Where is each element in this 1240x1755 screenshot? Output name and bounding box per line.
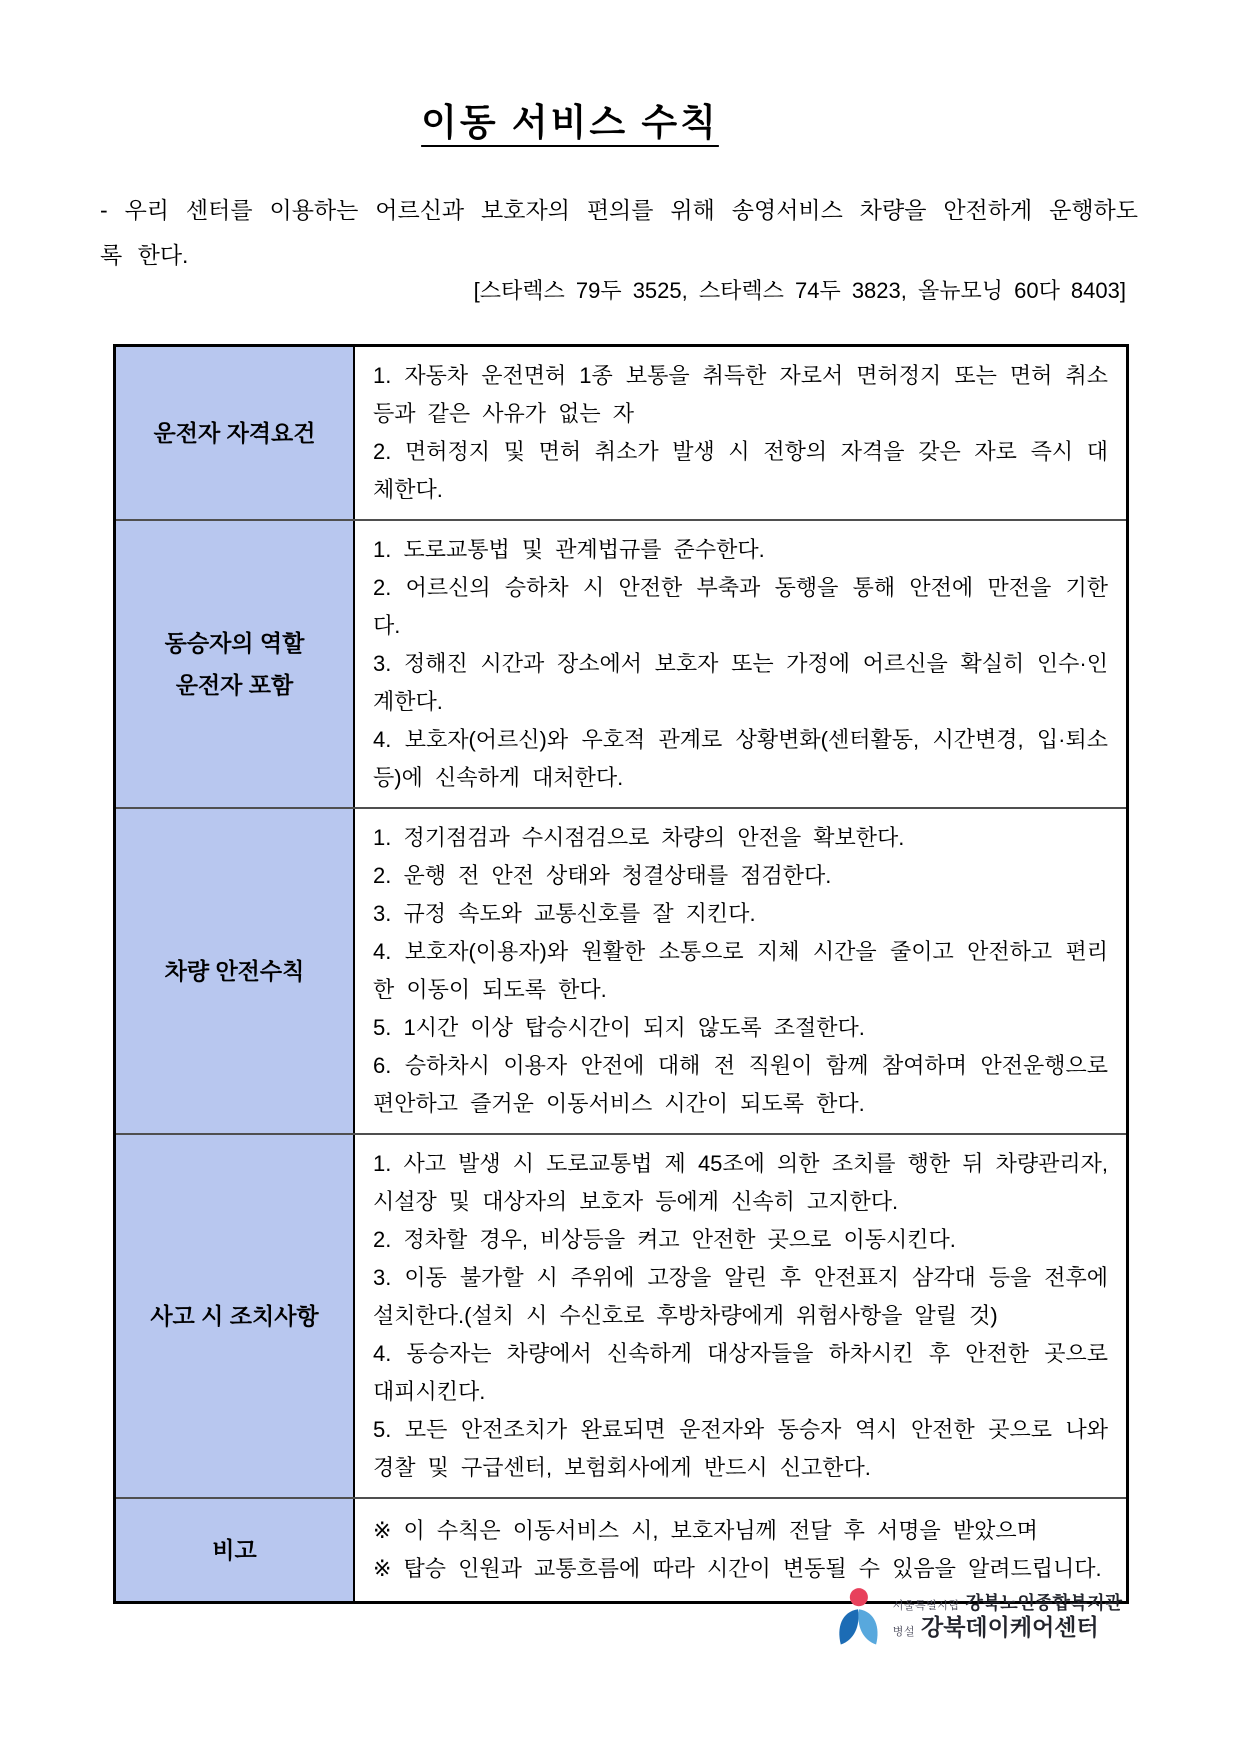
rule-item: 3. 정해진 시간과 장소에서 보호자 또는 가정에 어르신을 확실히 인수·인계한다.	[373, 651, 1108, 714]
row-content-cell	[355, 521, 1126, 807]
row-header-label: 차량 안전수칙	[164, 958, 305, 984]
logo-org-name: 강북노인종합복지관	[965, 1593, 1122, 1614]
person-flower-icon	[832, 1586, 884, 1648]
logo-org-line	[893, 1593, 1122, 1614]
rule-item: 1. 정기점검과 수시점검으로 차량의 안전을 확보한다.	[373, 825, 905, 850]
page-title: 이동 서비스 수칙	[421, 102, 719, 143]
rule-item: 2. 정차할 경우, 비상등을 켜고 안전한 곳으로 이동시킨다.	[373, 1227, 956, 1252]
table-row	[116, 519, 1126, 807]
row-header-label: 동승자의 역할	[164, 630, 305, 656]
row-content-cell	[355, 1135, 1126, 1497]
rule-item: 1. 자동차 운전면허 1종 보통을 취득한 자로서 면허정지 또는 면허 취소 등과 같은 사유가 없는 자	[373, 363, 1108, 426]
rule-item: 2. 면허정지 및 면허 취소가 발생 시 전항의 자격을 갖은 자로 즉시 대체한다.	[373, 439, 1108, 502]
row-header-label: 운전자 자격요건	[153, 420, 316, 446]
rules-table	[113, 344, 1129, 1604]
row-header-cell	[116, 1499, 355, 1601]
rule-item: ※ 이 수칙은 이동서비스 시, 보호자님께 전달 후 서명을 받았으며	[373, 1518, 1038, 1543]
center-logo-text	[893, 1593, 1122, 1640]
rule-item: ※ 탑승 인원과 교통흐름에 따라 시간이 변동될 수 있음을 알려드립니다.	[373, 1556, 1102, 1581]
logo-sub-line	[893, 1614, 1122, 1640]
rule-item: 5. 1시간 이상 탑승시간이 되지 않도록 조절한다.	[373, 1015, 865, 1040]
row-header-cell	[116, 347, 355, 519]
logo-org-prefix: 서울특별시립	[892, 1600, 960, 1613]
rule-item: 2. 운행 전 안전 상태와 청결상태를 점검한다.	[373, 863, 832, 888]
rule-item: 4. 보호자(이용자)와 원활한 소통으로 지체 시간을 줄이고 안전하고 편리한 이동이 되도록 한다.	[373, 939, 1108, 1002]
rule-item: 5. 모든 안전조치가 완료되면 운전자와 동승자 역시 안전한 곳으로 나와 경찰 및 구급센터, 보험회사에게 반드시 신고한다.	[373, 1417, 1108, 1480]
rule-item: 2. 어르신의 승하차 시 안전한 부축과 동행을 통해 안전에 만전을 기한다.	[373, 575, 1108, 638]
intro-paragraph: - 우리 센터를 이용하는 어르신과 보호자의 편의를 위해 송영서비스 차량을 안전하게 운행하도록 한다.	[100, 197, 1138, 268]
logo-sub-name: 강북데이케어센터	[921, 1614, 1099, 1641]
rule-item: 1. 사고 발생 시 도로교통법 제 45조에 의한 조치를 행한 뒤 차량관리자, 시설장 및 대상자의 보호자 등에게 신속히 고지한다.	[373, 1151, 1108, 1214]
rule-item: 6. 승하차시 이용자 안전에 대해 전 직원이 함께 참여하며 안전운행으로 편안하고 즐거운 이동서비스 시간이 되도록 한다.	[373, 1053, 1108, 1116]
rule-item: 1. 도로교통법 및 관계법규를 준수한다.	[373, 537, 765, 562]
row-header-cell	[116, 809, 355, 1133]
rule-item: 4. 보호자(어르신)와 우호적 관계로 상황변화(센터활동, 시간변경, 입·퇴소 등)에 신속하게 대처한다.	[373, 727, 1108, 790]
row-content-cell	[355, 809, 1126, 1133]
table-row	[116, 807, 1126, 1133]
row-header-cell	[116, 521, 355, 807]
row-header-label: 비고	[212, 1537, 257, 1563]
row-header-label: 사고 시 조치사항	[150, 1303, 319, 1329]
table-row	[116, 347, 1126, 519]
row-header-cell	[116, 1135, 355, 1497]
table-row	[116, 1133, 1126, 1497]
center-logo	[832, 1586, 1122, 1648]
rule-item: 3. 규정 속도와 교통신호를 잘 지킨다.	[373, 901, 756, 926]
row-header-label: 운전자 포함	[175, 672, 294, 698]
rule-item: 3. 이동 불가할 시 주위에 고장을 알린 후 안전표지 삼각대 등을 전후에 설치한다.(설치 시 수신호로 후방차량에게 위험사항을 알릴 것)	[373, 1265, 1108, 1328]
vehicle-list: [스타렉스 79두 3525, 스타렉스 74두 3823, 올뉴모닝 60다 8403]	[473, 278, 1126, 303]
rule-item: 4. 동승자는 차량에서 신속하게 대상자들을 하차시킨 후 안전한 곳으로 대피시킨다.	[373, 1341, 1108, 1404]
row-content-cell	[355, 347, 1126, 519]
logo-sub-prefix: 병설	[892, 1626, 915, 1639]
